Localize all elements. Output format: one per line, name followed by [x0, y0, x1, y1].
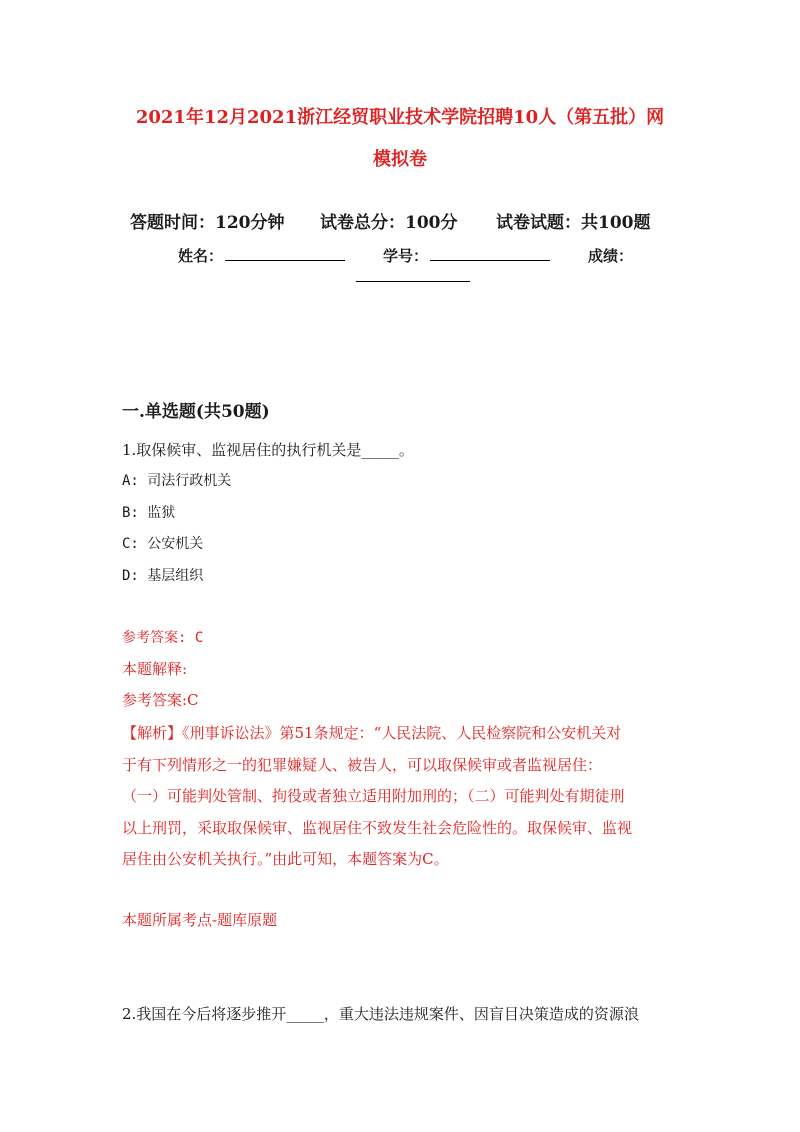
name-blank — [225, 246, 345, 261]
document-title-line-2: 模拟卷 — [373, 149, 427, 170]
exam-total-score: 试卷总分：100分 — [320, 213, 458, 233]
explanation-line: 以上刑罚，采取取保候审、监视居住不致发生社会危险性的。取保候审、监视 — [122, 818, 633, 837]
exam-info — [130, 212, 690, 234]
explanation-text — [122, 718, 682, 876]
exam-question-count: 试卷试题：共100题 — [496, 213, 651, 233]
question-stem: 2.我国在今后将逐步推开_____，重大违法违规案件、因盲目决策造成的资源浪 — [122, 1005, 639, 1023]
explanation-line: （一）可能判处管制、拘役或者独立适用附加刑的；（二）可能判处有期徒刑 — [122, 787, 625, 805]
score-label: 成绩： — [588, 247, 634, 265]
student-id-blank — [430, 246, 550, 261]
option-a: A: 司法行政机关 — [122, 473, 232, 489]
explanation-line: 居住由公安机关执行。”由此可知，本题答案为C。 — [122, 850, 449, 868]
reference-answer: 参考答案: C — [122, 630, 204, 646]
score-blank — [356, 281, 470, 282]
exam-time: 答题时间：120分钟 — [130, 213, 285, 233]
explanation-label: 本题解释: — [122, 660, 188, 678]
document-title-line-1: 2021年12月2021浙江经贸职业技术学院招聘10人（第五批）网 — [135, 107, 665, 128]
explanation-line: 于有下列情形之一的犯罪嫌疑人、被告人，可以取保候审或者监视居住： — [122, 755, 603, 774]
question-source: 本题所属考点-题库原题 — [122, 911, 278, 929]
explanation-line: 【解析】《刑事诉讼法》第51条规定：“人民法院、人民检察院和公安机关对 — [122, 724, 622, 742]
option-c: C: 公安机关 — [122, 536, 204, 552]
student-info-row — [178, 246, 698, 266]
name-label: 姓名： — [178, 247, 224, 265]
student-id-label: 学号： — [383, 247, 429, 265]
reference-answer-2: 参考答案:C — [122, 691, 199, 709]
option-d: D: 基层组织 — [122, 568, 204, 584]
option-b: B: 监狱 — [122, 505, 176, 521]
section-title: 一.单选题(共50题) — [122, 402, 270, 422]
question-stem: 1.取保候审、监视居住的执行机关是_____。 — [122, 441, 414, 459]
